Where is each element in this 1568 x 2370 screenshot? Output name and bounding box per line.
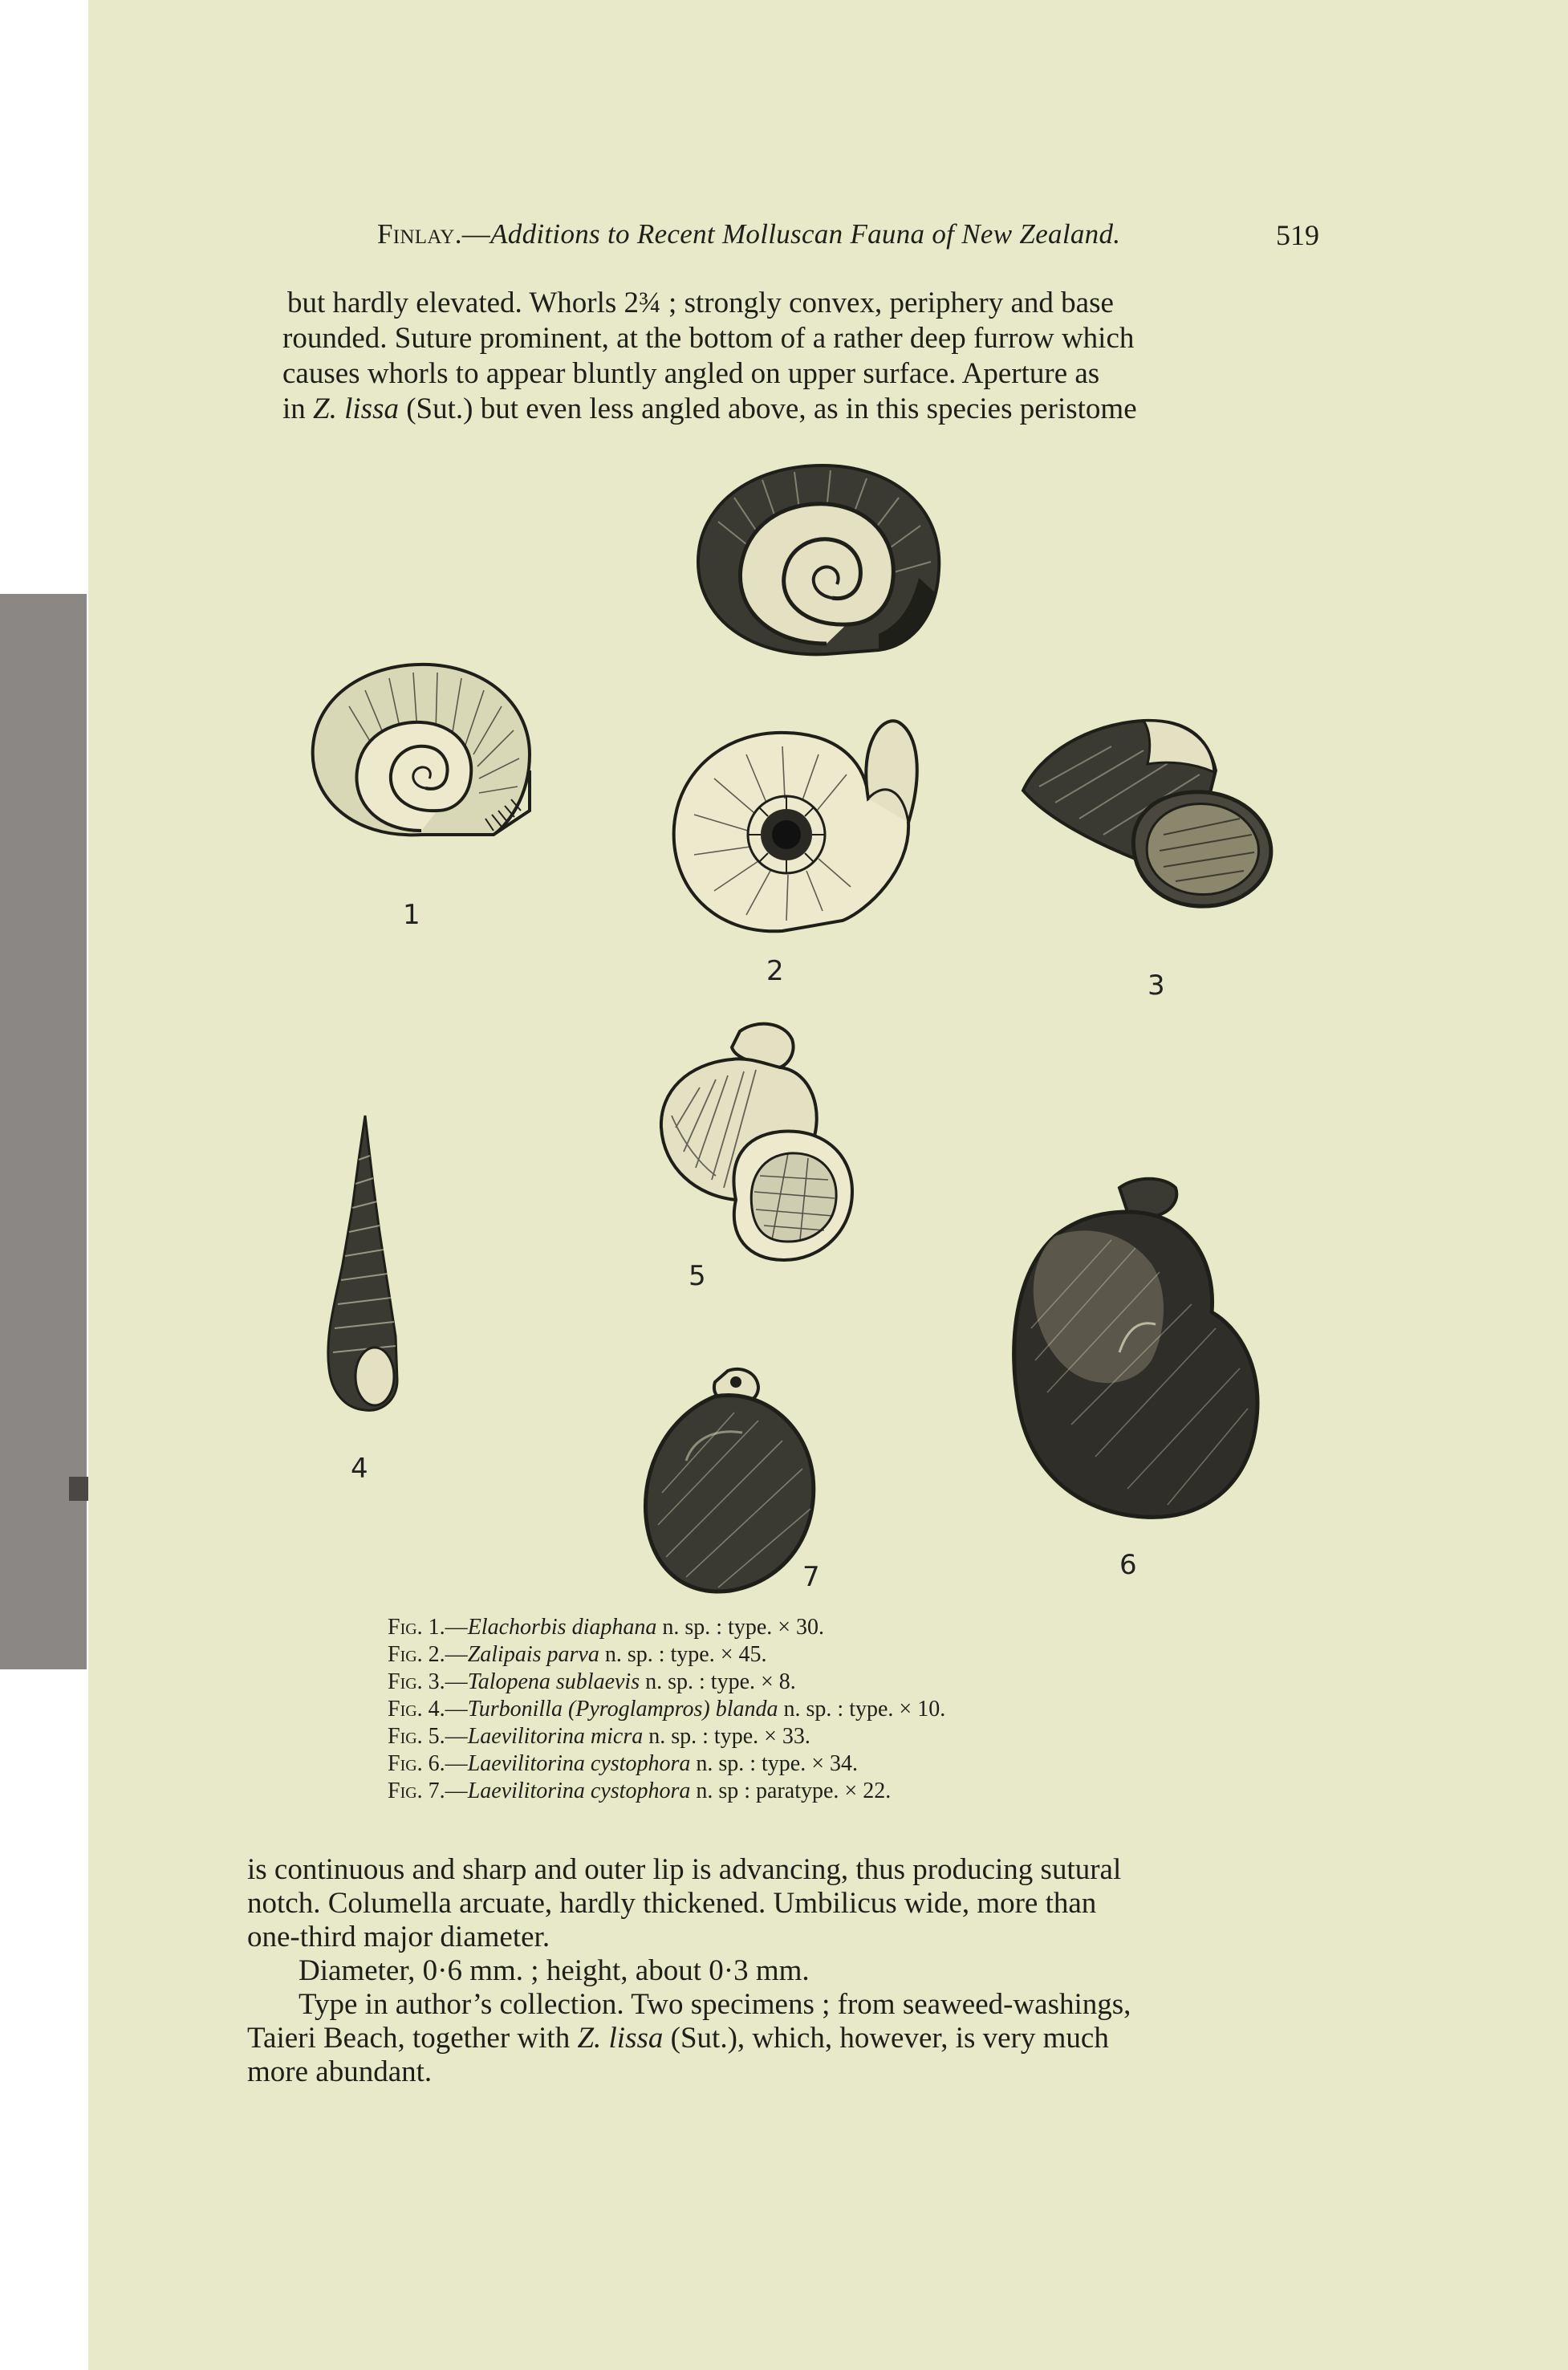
text-line: Type in author’s collection. Two specimens ; from seaweed-washings, — [299, 1988, 1131, 2021]
text-line: notch. Columella arcuate, hardly thickened. Umbilicus wide, more than — [247, 1887, 1097, 1920]
page-number: 519 — [1276, 219, 1319, 251]
caption-line: Fig. 5.—Laevilitorina micra n. sp. : type. × 33. — [388, 1724, 810, 1749]
caption-line: Fig. 7.—Laevilitorina cystophora n. sp : paratype. × 22. — [388, 1779, 892, 1803]
figure-6-shell — [999, 1168, 1288, 1529]
figure-label-3: 3 — [1148, 970, 1165, 1002]
text-line: Diameter, 0·6 mm. ; height, about 0·3 mm. — [299, 1954, 810, 1987]
figure-7-shell — [638, 1364, 823, 1597]
figure-2-shell-top — [686, 457, 951, 666]
text-line: but hardly elevated. Whorls 2¾ ; strongly convex, periphery and base — [287, 287, 1114, 319]
caption-line: Fig. 4.—Turbonilla (Pyroglampros) blanda n. sp. : type. × 10. — [388, 1697, 946, 1722]
text-line: one-third major diameter. — [247, 1921, 550, 1953]
text-line: more abundant. — [247, 2055, 433, 2088]
figure-label-1: 1 — [403, 899, 420, 931]
figure-1-shell — [301, 658, 542, 859]
figure-label-5: 5 — [689, 1260, 706, 1292]
caption-line: Fig. 3.—Talopena sublaevis n. sp. : type. × 8. — [388, 1669, 796, 1694]
figure-2-shell-base — [658, 710, 923, 943]
running-head — [377, 218, 1324, 250]
figure-5-shell — [652, 1015, 860, 1272]
text-line: in Z. lissa (Sut.) but even less angled above, as in this species peristome — [282, 392, 1137, 425]
figure-label-6: 6 — [1119, 1549, 1137, 1581]
figure-label-7: 7 — [802, 1561, 820, 1593]
scan-edge-shadow — [0, 594, 87, 1669]
figure-label-2: 2 — [766, 955, 784, 987]
text-line: is continuous and sharp and outer lip is advancing, thus producing sutural — [247, 1853, 1122, 1886]
scan-edge-tab — [69, 1477, 88, 1501]
figure-4-shell — [317, 1112, 405, 1417]
figure-label-4: 4 — [351, 1453, 368, 1485]
text-line: causes whorls to appear bluntly angled on upper surface. Aperture as — [282, 357, 1100, 390]
caption-line: Fig. 1.—Elachorbis diaphana n. sp. : type. × 30. — [388, 1615, 825, 1640]
figure-3-shell — [1015, 714, 1280, 915]
caption-line: Fig. 2.—Zalipais parva n. sp. : type. × 45. — [388, 1642, 767, 1667]
text-line: rounded. Suture prominent, at the bottom of a rather deep furrow which — [282, 322, 1135, 355]
caption-line: Fig. 6.—Laevilitorina cystophora n. sp. : type. × 34. — [388, 1751, 859, 1776]
header-title: Additions to Recent Molluscan Fauna of New Zealand. — [490, 218, 1121, 250]
header-author: Finlay — [377, 218, 455, 250]
header-dash: .— — [454, 218, 491, 250]
text-line: Taieri Beach, together with Z. lissa (Sut.), which, however, is very much — [247, 2022, 1109, 2055]
